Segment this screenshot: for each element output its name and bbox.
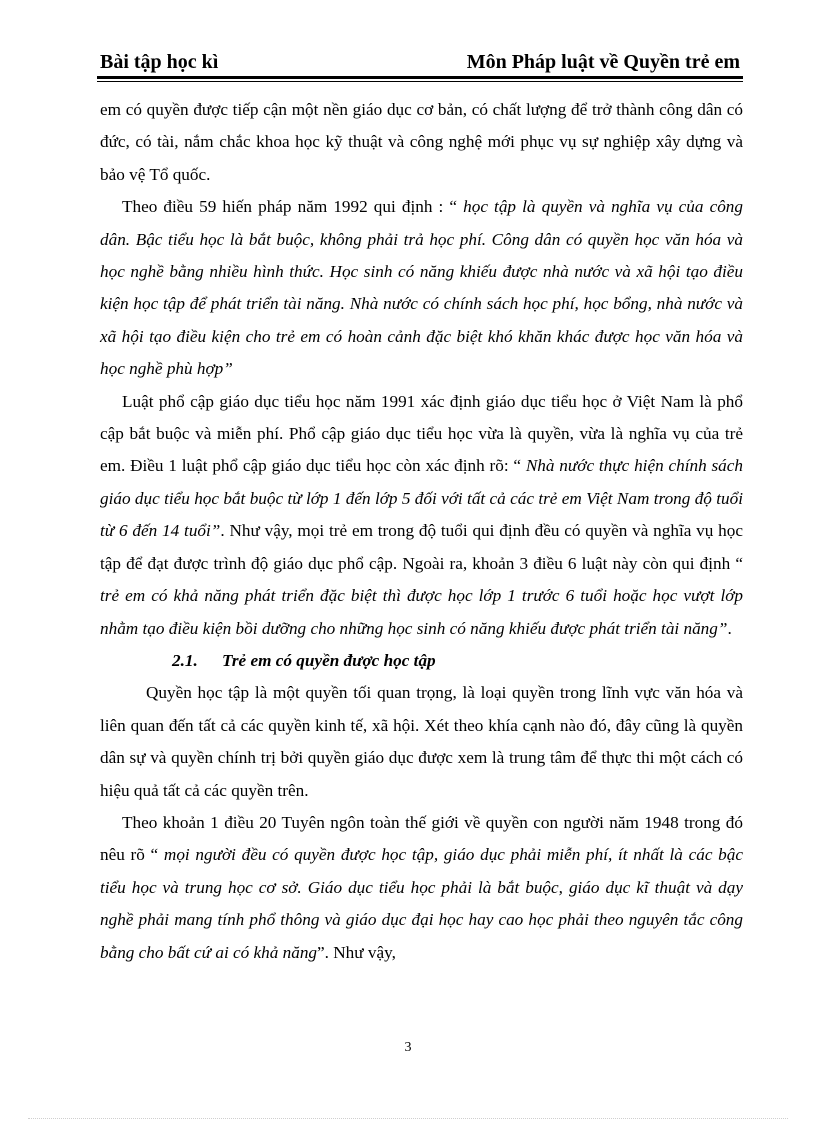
- paragraph-4: [100, 677, 743, 807]
- paragraph-1: [100, 94, 743, 191]
- quoted-text: Nhà nước thực hiện chính sách giáo dục tiểu học bắt buộc từ lớp 1 đến lớp 5 đối với tất cả các trẻ em Việt Nam trong độ tuổi từ 6 đến 14 tuổi”: [100, 456, 743, 541]
- paragraph-text: Luật phổ cập giáo dục tiểu học năm 1991 xác định giáo dục tiểu học ở Việt Nam là phổ cập bắt buộc và miễn phí. Phổ cập giáo dục tiểu học vừa là quyền, vừa là nghĩa vụ của trẻ em. Điều 1 luật phổ cập giáo dục tiểu học còn xác định rõ: “: [100, 391, 743, 476]
- paragraph-text: .: [727, 618, 732, 638]
- header-rule-thick: [97, 76, 743, 79]
- paragraph-text: Theo khoản 1 điều 20 Tuyên ngôn toàn thế giới về quyền con người năm 1948 trong đó nêu rõ “: [100, 812, 743, 865]
- paragraph-text: ”. Như vậy,: [317, 942, 396, 962]
- paragraph-text: Quyền học tập là một quyền tối quan trọng, là loại quyền trong lĩnh vực văn hóa và liên quan đến tất cả các quyền kinh tế, xã hội. Xét theo khía cạnh nào đó, đây cũng là quyền dân sự và quyền chính trị bởi quyền giáo dục được xem là trung tâm để thực thi một cách có hiệu quả tất cả các quyền trên.: [100, 683, 743, 800]
- section-heading: [100, 645, 743, 677]
- quoted-text: học tập là quyền và nghĩa vụ của công dân. Bậc tiểu học là bắt buộc, không phải trả học phí. Công dân có quyền học văn hóa và học nghề bằng nhiều hình thức. Học sinh có năng khiếu được nhà nước và xã hội tạo điều kiện học tập để phát triển tài năng. Nhà nước có chính sách học phí, học bổng, nhà nước và xã hội tạo điều kiện cho trẻ em có hoàn cảnh đặc biệt khó khăn khác được học văn hóa và học nghề phù hợp”: [100, 197, 743, 379]
- section-title: Trẻ em có quyền được học tập: [222, 650, 436, 670]
- header-course-type: Bài tập học kì: [100, 51, 219, 73]
- page-header: [100, 48, 740, 74]
- document-body: [100, 94, 743, 969]
- paragraph-5: [100, 807, 743, 969]
- paragraph-2: [100, 191, 743, 385]
- section-number: 2.1.: [172, 650, 198, 670]
- page-number: 3: [404, 1040, 412, 1055]
- paragraph-text: em có quyền được tiếp cận một nền giáo dục cơ bản, có chất lượng để trở thành công dân có đức, có tài, nắm chắc khoa học kỹ thuật và công nghệ mới phục vụ sự nghiệp xây dựng và bảo vệ Tổ quốc.: [100, 100, 743, 184]
- footer-dotted-rule: [28, 1118, 788, 1119]
- quoted-text: trẻ em có khả năng phát triển đặc biệt thì được học lớp 1 trước 6 tuổi hoặc học vượt lớp nhằm tạo điều kiện bồi dưỡng cho những học sinh có năng khiếu được phát triển tài năng”: [100, 586, 743, 638]
- header-rule-thin: [97, 81, 743, 82]
- header-subject: Môn Pháp luật về Quyền trẻ em: [466, 51, 740, 73]
- paragraph-3: [100, 386, 743, 645]
- paragraph-text: Theo điều 59 hiến pháp năm 1992 qui định : “: [122, 197, 464, 217]
- quoted-text: mọi người đều có quyền được học tập, giáo dục phải miễn phí, ít nhất là các bậc tiểu học và trung học cơ sở. Giáo dục tiểu học phải là bắt buộc, giáo dục kĩ thuật và dạy nghề phải mang tính phổ thông và giáo dục đại học hay cao học phải theo nguyên tắc công bằng cho bất cứ ai có khả năng: [100, 845, 743, 962]
- paragraph-text: . Như vậy, mọi trẻ em trong độ tuổi qui định đều có quyền và nghĩa vụ học tập để đạt được trình độ giáo dục phổ cập. Ngoài ra, khoản 3 điều 6 luật này còn qui định “: [100, 521, 744, 573]
